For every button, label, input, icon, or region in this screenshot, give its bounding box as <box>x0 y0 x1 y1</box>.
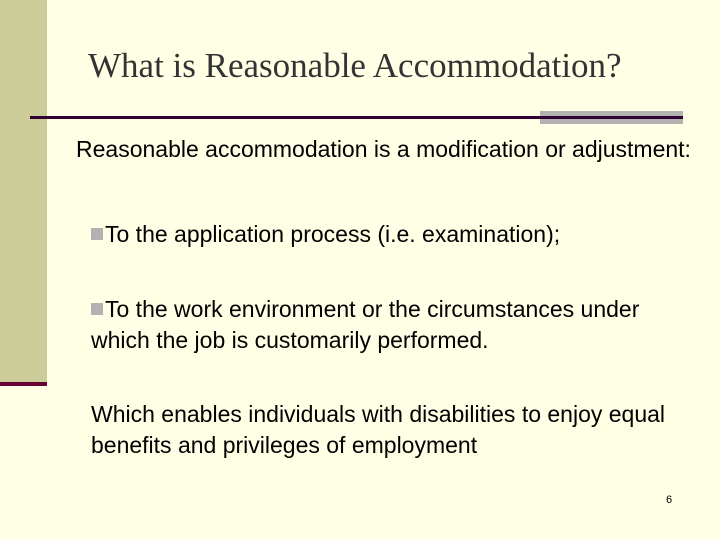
bullet-item <box>91 219 691 250</box>
intro-text: Reasonable accommodation is a modification or adjustment: <box>76 136 691 162</box>
title-rule-highlight-line <box>540 116 683 119</box>
bullet-text: To the application process (i.e. examination); <box>105 221 561 247</box>
left-decorative-bar <box>0 0 47 382</box>
bullet-item <box>91 294 691 356</box>
bullet-text: To the work environment or the circumstances under which the job is customarily performed. <box>91 296 640 353</box>
page-number: 6 <box>666 494 673 506</box>
left-bar-accent <box>0 382 47 386</box>
closing-text: Which enables individuals with disabilities to enjoy equal benefits and privileges of employment <box>91 401 666 458</box>
slide-title: What is Reasonable Accommodation? <box>88 46 622 85</box>
square-bullet-icon <box>91 303 103 315</box>
square-bullet-icon <box>91 228 103 240</box>
